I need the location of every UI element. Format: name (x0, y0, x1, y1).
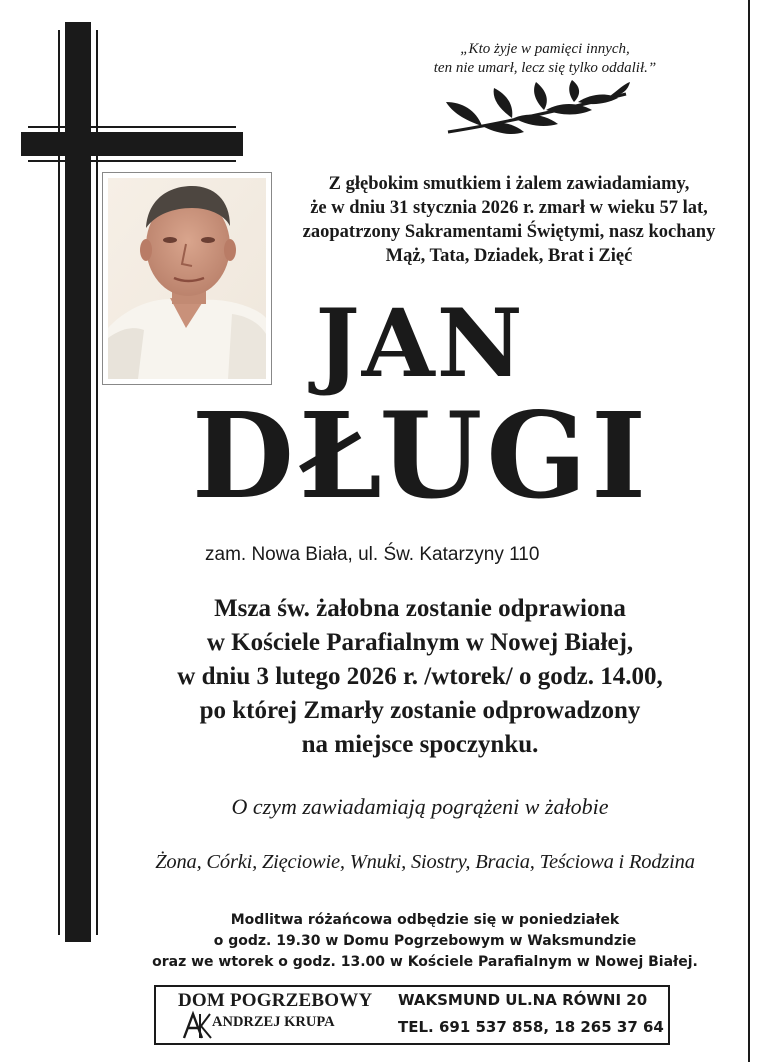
mourners-family: Żona, Córki, Zięciowie, Wnuki, Siostry, Bracia, Teściowa i Rodzina (155, 851, 695, 873)
mourners-intro: O czym zawiadamiają pogrążeni w żałobie (231, 794, 609, 819)
quote-line: ten nie umarł, lecz się tylko oddalił.” (433, 60, 657, 76)
funeral-mass-info (100, 592, 740, 762)
funeral-home-owner: ANDRZEJ KRUPA (212, 1014, 335, 1030)
cross-vertical-beam (65, 22, 91, 942)
olive-branch-icon (442, 80, 632, 140)
rosary-info (110, 910, 740, 973)
intro-line: że w dniu 31 stycznia 2026 r. zmarł w wieku 57 lat, (310, 198, 708, 218)
quote-line: „Kto żyje w pamięci innych, (460, 41, 630, 57)
cross-horizontal-beam (21, 132, 243, 156)
deceased-first-name: JAN (315, 289, 525, 399)
memorial-quote (380, 40, 710, 78)
rosary-line: Modlitwa różańcowa odbędzie się w poniedziałek (230, 912, 620, 928)
funeral-home-address: WAKSMUND UL.NA RÓWNI 20 (398, 991, 648, 1009)
cross-outline-right (96, 30, 98, 935)
cross-outline-left (58, 30, 60, 935)
cross-outline-top (28, 126, 236, 128)
rosary-line: oraz we wtorek o godz. 13.00 w Kościele Parafialnym w Nowej Białej. (152, 954, 698, 970)
mass-line: Msza św. żałobna zostanie odprawiona (214, 595, 626, 622)
portrait-photo (108, 178, 266, 379)
funeral-home-name: DOM POGRZEBOWY (178, 990, 373, 1011)
deceased-address: zam. Nowa Biała, ul. Św. Katarzyny 110 (205, 544, 540, 565)
funeral-home-phones: TEL. 691 537 858, 18 265 37 64 (398, 1018, 664, 1036)
mass-line: w Kościele Parafialnym w Nowej Białej, (206, 629, 634, 656)
intro-line: Mąż, Tata, Dziadek, Brat i Zięć (385, 246, 633, 266)
intro-line: Z głębokim smutkiem i żalem zawiadamiamy, (328, 174, 690, 194)
funeral-home-logo-icon (182, 1010, 212, 1040)
mass-line: na miejsce spoczynku. (301, 731, 539, 758)
deceased-last-name: DŁUGI (191, 386, 651, 525)
intro-line: zaopatrzony Sakramentami Świętymi, nasz kochany (302, 222, 716, 242)
rosary-line: o godz. 19.30 w Domu Pogrzebowym w Waksmundzie (213, 933, 637, 949)
announcement-intro (276, 172, 742, 268)
mass-line: po której Zmarły zostanie odprowadzony (199, 697, 641, 724)
mass-line: w dniu 3 lutego 2026 r. /wtorek/ o godz. 14.00, (177, 663, 663, 690)
cross-outline-bottom (28, 160, 236, 162)
page-right-border (748, 0, 750, 1062)
